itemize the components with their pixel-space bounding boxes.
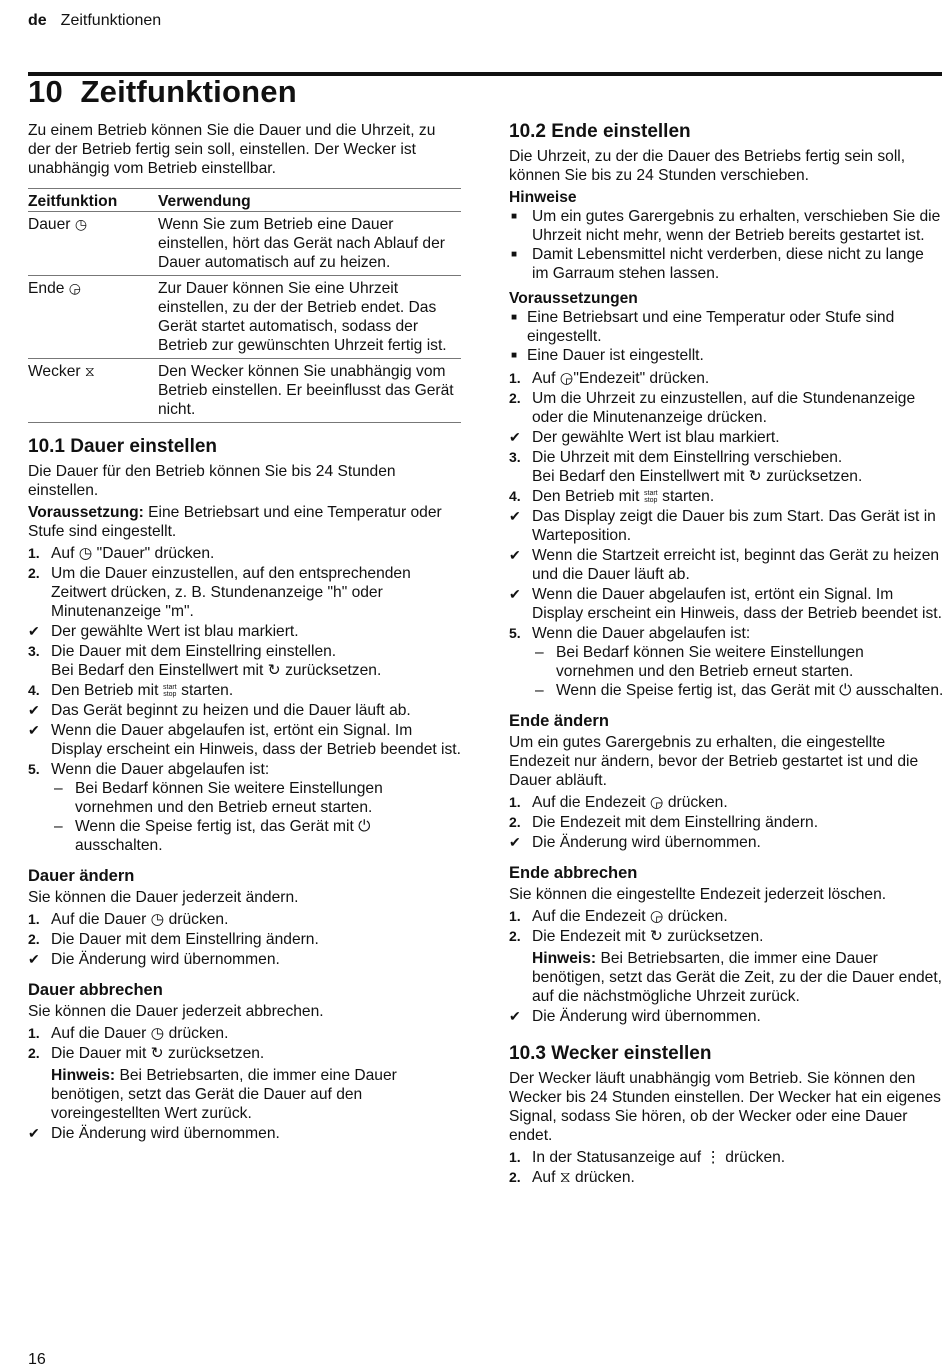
list-item: [28, 950, 461, 969]
step-text: Die Uhrzeit mit dem Einstellring verschieben.: [532, 449, 843, 466]
hints-list: [509, 207, 944, 283]
note-label: Hinweis:: [51, 1067, 116, 1084]
list-item: [28, 721, 461, 759]
step-text: Wenn die Dauer abgelaufen ist:: [51, 761, 270, 778]
list-item: – Wenn die Speise fertig ist, das Gerät mit ⏻ ausschalten.: [532, 681, 944, 700]
subsection-text: Sie können die eingestellte Endezeit jederzeit löschen.: [509, 886, 887, 903]
step-text: Der gewählte Wert ist blau markiert.: [532, 429, 780, 446]
sub-list: [532, 643, 944, 700]
list-item: [28, 930, 461, 949]
list-item: [509, 389, 944, 427]
list-item: [509, 624, 944, 700]
check-icon: ✔: [28, 623, 40, 639]
list-item: [28, 642, 461, 680]
step-marker: 2.: [509, 1169, 521, 1185]
list-item: [509, 448, 944, 486]
function-name: Ende: [28, 280, 65, 297]
list-item: [509, 1007, 944, 1026]
page-number: 16: [28, 1351, 46, 1368]
cancel-end-steps: [509, 907, 944, 1026]
step-marker: 1.: [28, 911, 40, 927]
step-text: Wenn die Dauer abgelaufen ist:: [532, 625, 751, 642]
step-text: Um die Dauer einzustellen, auf den entsprechenden Zeitwert drücken, z. B. Stundenanzeige "h" oder Minutenanzeige "m".: [51, 565, 411, 620]
step-text: In der Statusanzeige auf ⋮ drücken.: [532, 1149, 786, 1166]
step-text: Die Dauer mit dem Einstellring ändern.: [51, 931, 319, 948]
cancel-duration-steps: [28, 1024, 461, 1143]
step-marker: 1.: [28, 1025, 40, 1041]
step-text: Die Dauer mit ↻ zurücksetzen.: [51, 1045, 265, 1062]
list-item: – Bei Bedarf können Sie weitere Einstellungen vornehmen und den Betrieb erneut starten.: [532, 643, 944, 681]
step-text: Um die Uhrzeit zu einzustellen, auf die Stundenanzeige oder die Minutenanzeige drücken.: [532, 390, 916, 426]
table-header-function: Zeitfunktion: [28, 189, 158, 212]
list-item: – Wenn die Speise fertig ist, das Gerät mit ⏻ ausschalten.: [51, 817, 461, 855]
step-marker: 1.: [509, 370, 521, 386]
requirement-label: Voraussetzung:: [28, 504, 144, 521]
list-item: [28, 622, 461, 641]
list-item: [28, 1044, 461, 1063]
step-marker: 3.: [509, 449, 521, 465]
function-usage: Zur Dauer können Sie eine Uhrzeit einstellen, zu der der Betrieb endet. Das Gerät startet automatisch, sodass der Betrieb zur gewünschten Uhrzeit fertig ist.: [158, 276, 461, 359]
step-marker: 2.: [28, 931, 40, 947]
list-item: [509, 927, 944, 946]
check-icon: ✔: [509, 834, 521, 850]
list-item: [28, 564, 461, 621]
timer-steps: [509, 1148, 944, 1187]
step-marker: 2.: [509, 814, 521, 830]
chapter-title: 10 Zeitfunktionen: [28, 74, 297, 109]
step-text: Die Endezeit mit dem Einstellring ändern.: [532, 814, 819, 831]
step-text: Bei Bedarf den Einstellwert mit ↻ zurücksetzen.: [51, 662, 382, 679]
right-column: [509, 122, 944, 1191]
duration-intro: Die Dauer für den Betrieb können Sie bis 24 Stunden einstellen.: [28, 463, 396, 499]
section-title-duration: 10.1 Dauer einstellen: [28, 436, 218, 457]
note-text: Bei Betriebsarten, die immer eine Dauer benötigen, setzt das Gerät die Zeit, zu der die Dauer endet, auf die nächstmögliche Uhrzeit zurück.: [532, 950, 943, 1005]
check-icon: ✔: [509, 547, 521, 563]
step-marker: 4.: [28, 682, 40, 698]
step-marker: 2.: [28, 1045, 40, 1061]
table-row: [28, 212, 461, 276]
change-end-steps: [509, 793, 944, 852]
duration-icon: ◷: [74, 217, 88, 233]
step-marker: 5.: [509, 625, 521, 641]
check-icon: ✔: [28, 951, 40, 967]
step-marker: 1.: [28, 545, 40, 561]
list-item: [509, 428, 944, 447]
list-item: ■ Eine Dauer ist eingestellt.: [509, 346, 944, 365]
start-stop-icon: start stop: [644, 489, 658, 504]
step-text: Auf ◶"Endezeit" drücken.: [532, 370, 710, 387]
step-marker: 1.: [509, 794, 521, 810]
hourglass-icon: ⧖: [84, 364, 95, 380]
requirement-text: Eine Betriebsart und eine Temperatur oder Stufe sind eingestellt.: [28, 504, 442, 540]
list-item: [28, 681, 461, 700]
list-item: [28, 1124, 461, 1143]
step-text: Auf die Endezeit ◶ drücken.: [532, 908, 728, 925]
requirements-title: Voraussetzungen: [509, 290, 638, 307]
list-item: [509, 546, 944, 584]
step-text: Die Änderung wird übernommen.: [51, 1125, 280, 1142]
step-text: Das Gerät beginnt zu heizen und die Dauer läuft ab.: [51, 702, 411, 719]
step-text: Die Änderung wird übernommen.: [532, 1008, 761, 1025]
step-marker: 2.: [509, 928, 521, 944]
note-text: Bei Betriebsarten, die immer eine Dauer benötigen, setzt das Gerät die Dauer auf den voreingestellten Wert zurück.: [51, 1067, 397, 1122]
hints-title: Hinweise: [509, 189, 577, 206]
step-text: Wenn die Dauer abgelaufen ist, ertönt ein Signal. Im Display erscheint ein Hinweis, dass der Betrieb beendet ist.: [532, 586, 942, 622]
list-item: [509, 949, 944, 1006]
list-item: [28, 910, 461, 929]
step-text: Die Endezeit mit ↻ zurücksetzen.: [532, 928, 764, 945]
list-item: [509, 1148, 944, 1167]
function-usage: Den Wecker können Sie unabhängig vom Betrieb einstellen. Er beeinflusst das Gerät nicht.: [158, 359, 461, 423]
step-marker: 2.: [509, 390, 521, 406]
step-marker: 3.: [28, 643, 40, 659]
start-stop-icon: start stop: [163, 683, 177, 698]
list-item: [28, 760, 461, 855]
list-item: [509, 585, 944, 623]
end-time-icon: ◶: [68, 281, 81, 297]
change-duration-steps: [28, 910, 461, 969]
step-text: Bei Bedarf den Einstellwert mit ↻ zurücksetzen.: [532, 468, 863, 485]
subsection-text: Um ein gutes Garergebnis zu erhalten, die eingestellte Endezeit nur ändern, bevor der Betrieb gestartet ist und die Dauer abläuft.: [509, 734, 919, 789]
table-row: [28, 359, 461, 423]
check-icon: ✔: [28, 722, 40, 738]
table-header-usage: Verwendung: [158, 189, 461, 212]
subsection-title: Dauer abbrechen: [28, 981, 163, 999]
timer-intro: Der Wecker läuft unabhängig vom Betrieb. Sie können den Wecker bis 24 Stunden einstellen. Der Wecker hat ein eigenes Signal, sodass Sie hören, ob der Wecker oder eine Dauer endet.: [509, 1070, 941, 1144]
sub-list: [51, 779, 461, 855]
duration-steps: [28, 544, 461, 855]
list-item: [509, 793, 944, 812]
step-text: Den Betrieb mit: [532, 488, 640, 505]
subsection-title: Ende abbrechen: [509, 864, 638, 882]
language-code: de: [28, 12, 47, 29]
list-item: [509, 907, 944, 926]
list-item: [509, 507, 944, 545]
list-item: [509, 369, 944, 388]
end-intro: Die Uhrzeit, zu der die Dauer des Betriebs fertig sein soll, können Sie bis zu 24 Stunden verschieben.: [509, 148, 906, 184]
step-marker: 2.: [28, 565, 40, 581]
list-item: [509, 833, 944, 852]
subsection-text: Sie können die Dauer jederzeit abbrechen.: [28, 1003, 324, 1020]
check-icon: ✔: [509, 508, 521, 524]
subsection-text: Sie können die Dauer jederzeit ändern.: [28, 889, 299, 906]
time-functions-table: [28, 188, 461, 423]
check-icon: ✔: [28, 1125, 40, 1141]
check-icon: ✔: [509, 586, 521, 602]
page-header: [28, 12, 161, 30]
section-title-end: 10.2 Ende einstellen: [509, 121, 691, 142]
list-item: [28, 544, 461, 563]
step-marker: 4.: [509, 488, 521, 504]
step-marker: 5.: [28, 761, 40, 777]
check-icon: ✔: [509, 1008, 521, 1024]
subsection-title: Dauer ändern: [28, 867, 135, 885]
list-item: [509, 487, 944, 506]
step-text: Der gewählte Wert ist blau markiert.: [51, 623, 299, 640]
step-marker: 1.: [509, 1149, 521, 1165]
step-text: Wenn die Startzeit erreicht ist, beginnt das Gerät zu heizen und die Dauer läuft ab.: [532, 547, 940, 583]
function-usage: Wenn Sie zum Betrieb eine Dauer einstellen, hört das Gerät nach Ablauf der Dauer automatisch auf zu heizen.: [158, 212, 461, 276]
duration-requirement: [28, 503, 461, 541]
note-label: Hinweis:: [532, 950, 597, 967]
step-text: Den Betrieb mit: [51, 682, 159, 699]
check-icon: ✔: [28, 702, 40, 718]
list-item: [509, 813, 944, 832]
step-text: Auf die Endezeit ◶ drücken.: [532, 794, 728, 811]
step-text: Auf die Dauer ◷ drücken.: [51, 1025, 229, 1042]
intro-text: Zu einem Betrieb können Sie die Dauer und die Uhrzeit, zu der der Betrieb fertig sein soll, einstellen. Der Wecker ist unabhängig vom Betrieb einstellbar.: [28, 122, 436, 177]
list-item: [28, 1024, 461, 1043]
end-steps: [509, 369, 944, 700]
check-icon: ✔: [509, 429, 521, 445]
list-item: ■ Damit Lebensmittel nicht verderben, diese nicht zu lange im Garraum stehen lassen.: [509, 245, 944, 283]
step-marker: 1.: [509, 908, 521, 924]
list-item: [28, 1066, 461, 1123]
step-text: Auf ⧖ drücken.: [532, 1169, 635, 1186]
step-text: Die Änderung wird übernommen.: [51, 951, 280, 968]
step-text: Auf ◷ "Dauer" drücken.: [51, 545, 215, 562]
step-text: Die Änderung wird übernommen.: [532, 834, 761, 851]
left-column: [28, 121, 461, 1147]
step-text: starten.: [181, 682, 234, 699]
section-title-timer: 10.3 Wecker einstellen: [509, 1043, 712, 1064]
table-row: [28, 276, 461, 359]
list-item: ■ Um ein gutes Garergebnis zu erhalten, verschieben Sie die Uhrzeit nicht mehr, wenn der Betrieb bereits gestartet ist.: [509, 207, 944, 245]
step-text: Auf die Dauer ◷ drücken.: [51, 911, 229, 928]
subsection-title: Ende ändern: [509, 712, 609, 730]
step-text: starten.: [662, 488, 715, 505]
list-item: [509, 1168, 944, 1187]
function-name: Wecker: [28, 363, 81, 380]
requirements-list: [509, 308, 944, 365]
step-text: Die Dauer mit dem Einstellring einstellen.: [51, 643, 337, 660]
list-item: – Bei Bedarf können Sie weitere Einstellungen vornehmen und den Betrieb erneut starten.: [51, 779, 461, 817]
list-item: ■ Eine Betriebsart und eine Temperatur oder Stufe sind eingestellt.: [509, 308, 944, 346]
function-name: Dauer: [28, 216, 71, 233]
step-text: Wenn die Dauer abgelaufen ist, ertönt ein Signal. Im Display erscheint ein Hinweis, dass der Betrieb beendet ist.: [51, 722, 461, 758]
header-section: Zeitfunktionen: [60, 12, 162, 29]
table-header-row: [28, 189, 461, 212]
list-item: [28, 701, 461, 720]
step-text: Das Display zeigt die Dauer bis zum Start. Das Gerät ist in Warteposition.: [532, 508, 936, 544]
